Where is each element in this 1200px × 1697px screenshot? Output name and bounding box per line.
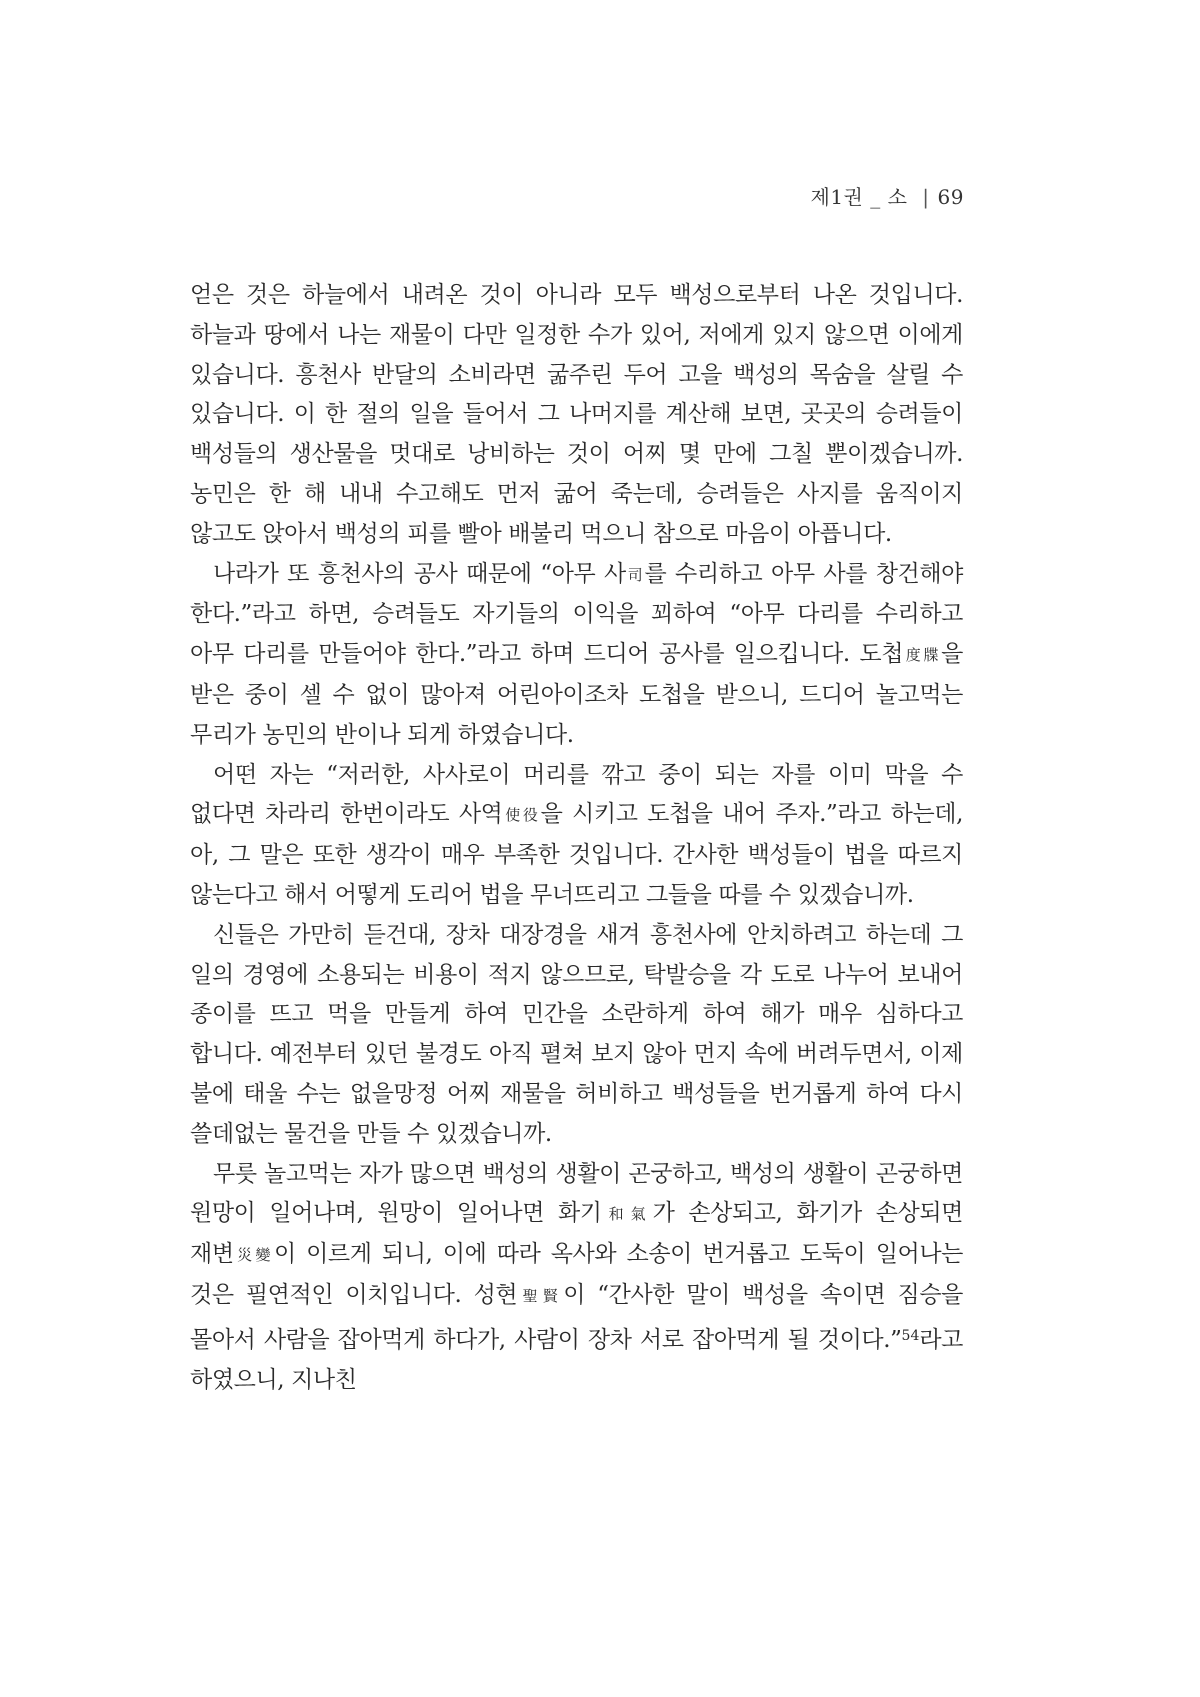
header-separator: _ <box>870 185 881 209</box>
hanja-annotation: 度牒 <box>903 646 942 665</box>
text-run: 이 “간사한 말이 백성을 속이면 짐승을 몰아서 사람을 잡아먹게 하다가, 사람이 장차 서로 잡아먹게 될 것이다.” <box>190 1281 964 1353</box>
hanja-annotation: 聖賢 <box>517 1286 564 1305</box>
hanja-annotation: 司 <box>625 565 645 584</box>
volume-label: 제1권 <box>810 185 864 209</box>
footnote-reference: 54 <box>901 1327 920 1344</box>
text-run: 신들은 가만히 듣건대, 장차 대장경을 새겨 흥천사에 안치하려고 하는데 그 일의 경영에 소용되는 비용이 적지 않으므로, 탁발승을 각 도로 나누어 보내어 종이를 뜨고 먹을 만들게 하여 민간을 소란하게 하여 해가 매우 심하다고 합니다. 예전부터 있던 불경도 아직 펼쳐 보지 않아 먼지 속에 버려두면서, 이제 불에 태울 수는 없을망정 어찌 재물을 허비하고 백성들을 번거롭게 하여 다시 쓸데없는 물건을 만들 수 있겠습니까. <box>190 921 963 1147</box>
running-header <box>811 181 964 210</box>
body-paragraph <box>190 276 963 555</box>
text-run: 어떤 자는 “저러한, 사사로이 머리를 깎고 중이 되는 자를 이미 막을 수 없다면 차라리 한번이라도 사역 <box>190 761 963 828</box>
text-run: 라고 하였으니, 지나친 <box>190 1326 963 1393</box>
body-paragraph <box>190 916 963 1155</box>
body-paragraph <box>190 756 963 916</box>
text-run: 무릇 놀고먹는 자가 많으면 백성의 생활이 곤궁하고, 백성의 생활이 곤궁하면 원망이 일어나며, 원망이 일어나면 화기 <box>190 1160 963 1227</box>
section-label: 소 <box>887 185 908 209</box>
text-run: 을 시키고 도첩을 내어 주자.”라고 하는데, 아, 그 말은 또한 생각이 매우 부족한 것입니다. 간사한 백성들이 법을 따르지 않는다고 해서 어떻게 도리어 법을 무너뜨리고 그들을 따를 수 있겠습니까. <box>190 801 963 908</box>
text-run: 이 이르게 되니, 이에 따라 옥사와 소송이 번거롭고 도둑이 일어나는 것은 필연적인 이치입니다. 성현 <box>190 1241 963 1308</box>
text-run: 를 수리하고 아무 사를 창건해야 한다.”라고 하면, 승려들도 자기들의 이익을 꾀하여 “아무 다리를 수리하고 아무 다리를 만들어야 한다.”라고 하며 드디어 공사를 일으킵니다. 도첩 <box>190 560 963 668</box>
page-number: 69 <box>937 185 964 209</box>
hanja-annotation: 災變 <box>233 1246 274 1265</box>
body-paragraph <box>190 555 963 756</box>
page-body <box>190 276 963 1400</box>
body-paragraph <box>190 1155 963 1401</box>
text-run: 을 받은 중이 셀 수 없이 많아져 어린아이조차 도첩을 받으니, 드디어 놀고먹는 무리가 농민의 반이나 되게 하였습니다. <box>190 641 963 748</box>
text-run: 나라가 또 흥천사의 공사 때문에 “아무 사 <box>213 560 626 587</box>
hanja-annotation: 使役 <box>502 806 541 825</box>
header-divider: | <box>922 185 930 209</box>
hanja-annotation: 和氣 <box>601 1205 653 1224</box>
text-run: 얻은 것은 하늘에서 내려온 것이 아니라 모두 백성으로부터 나온 것입니다. 하늘과 땅에서 나는 재물이 다만 일정한 수가 있어, 저에게 있지 않으면 이에게 있습니다. 흥천사 반달의 소비라면 굶주린 두어 고을 백성의 목숨을 살릴 수 있습니다. 이 한 절의 일을 들어서 그 나머지를 계산해 보면, 곳곳의 승려들이 백성들의 생산물을 멋대로 낭비하는 것이 어찌 몇 만에 그칠 뿐이겠습니까. 농민은 한 해 내내 수고해도 먼저 굶어 죽는데, 승려들은 사지를 움직이지 않고도 앉아서 백성의 피를 빨아 배불리 먹으니 참으로 마음이 아픕니다. <box>190 282 963 547</box>
text-run: 가 손상되고, 화기가 손상되면 재변 <box>190 1200 963 1268</box>
